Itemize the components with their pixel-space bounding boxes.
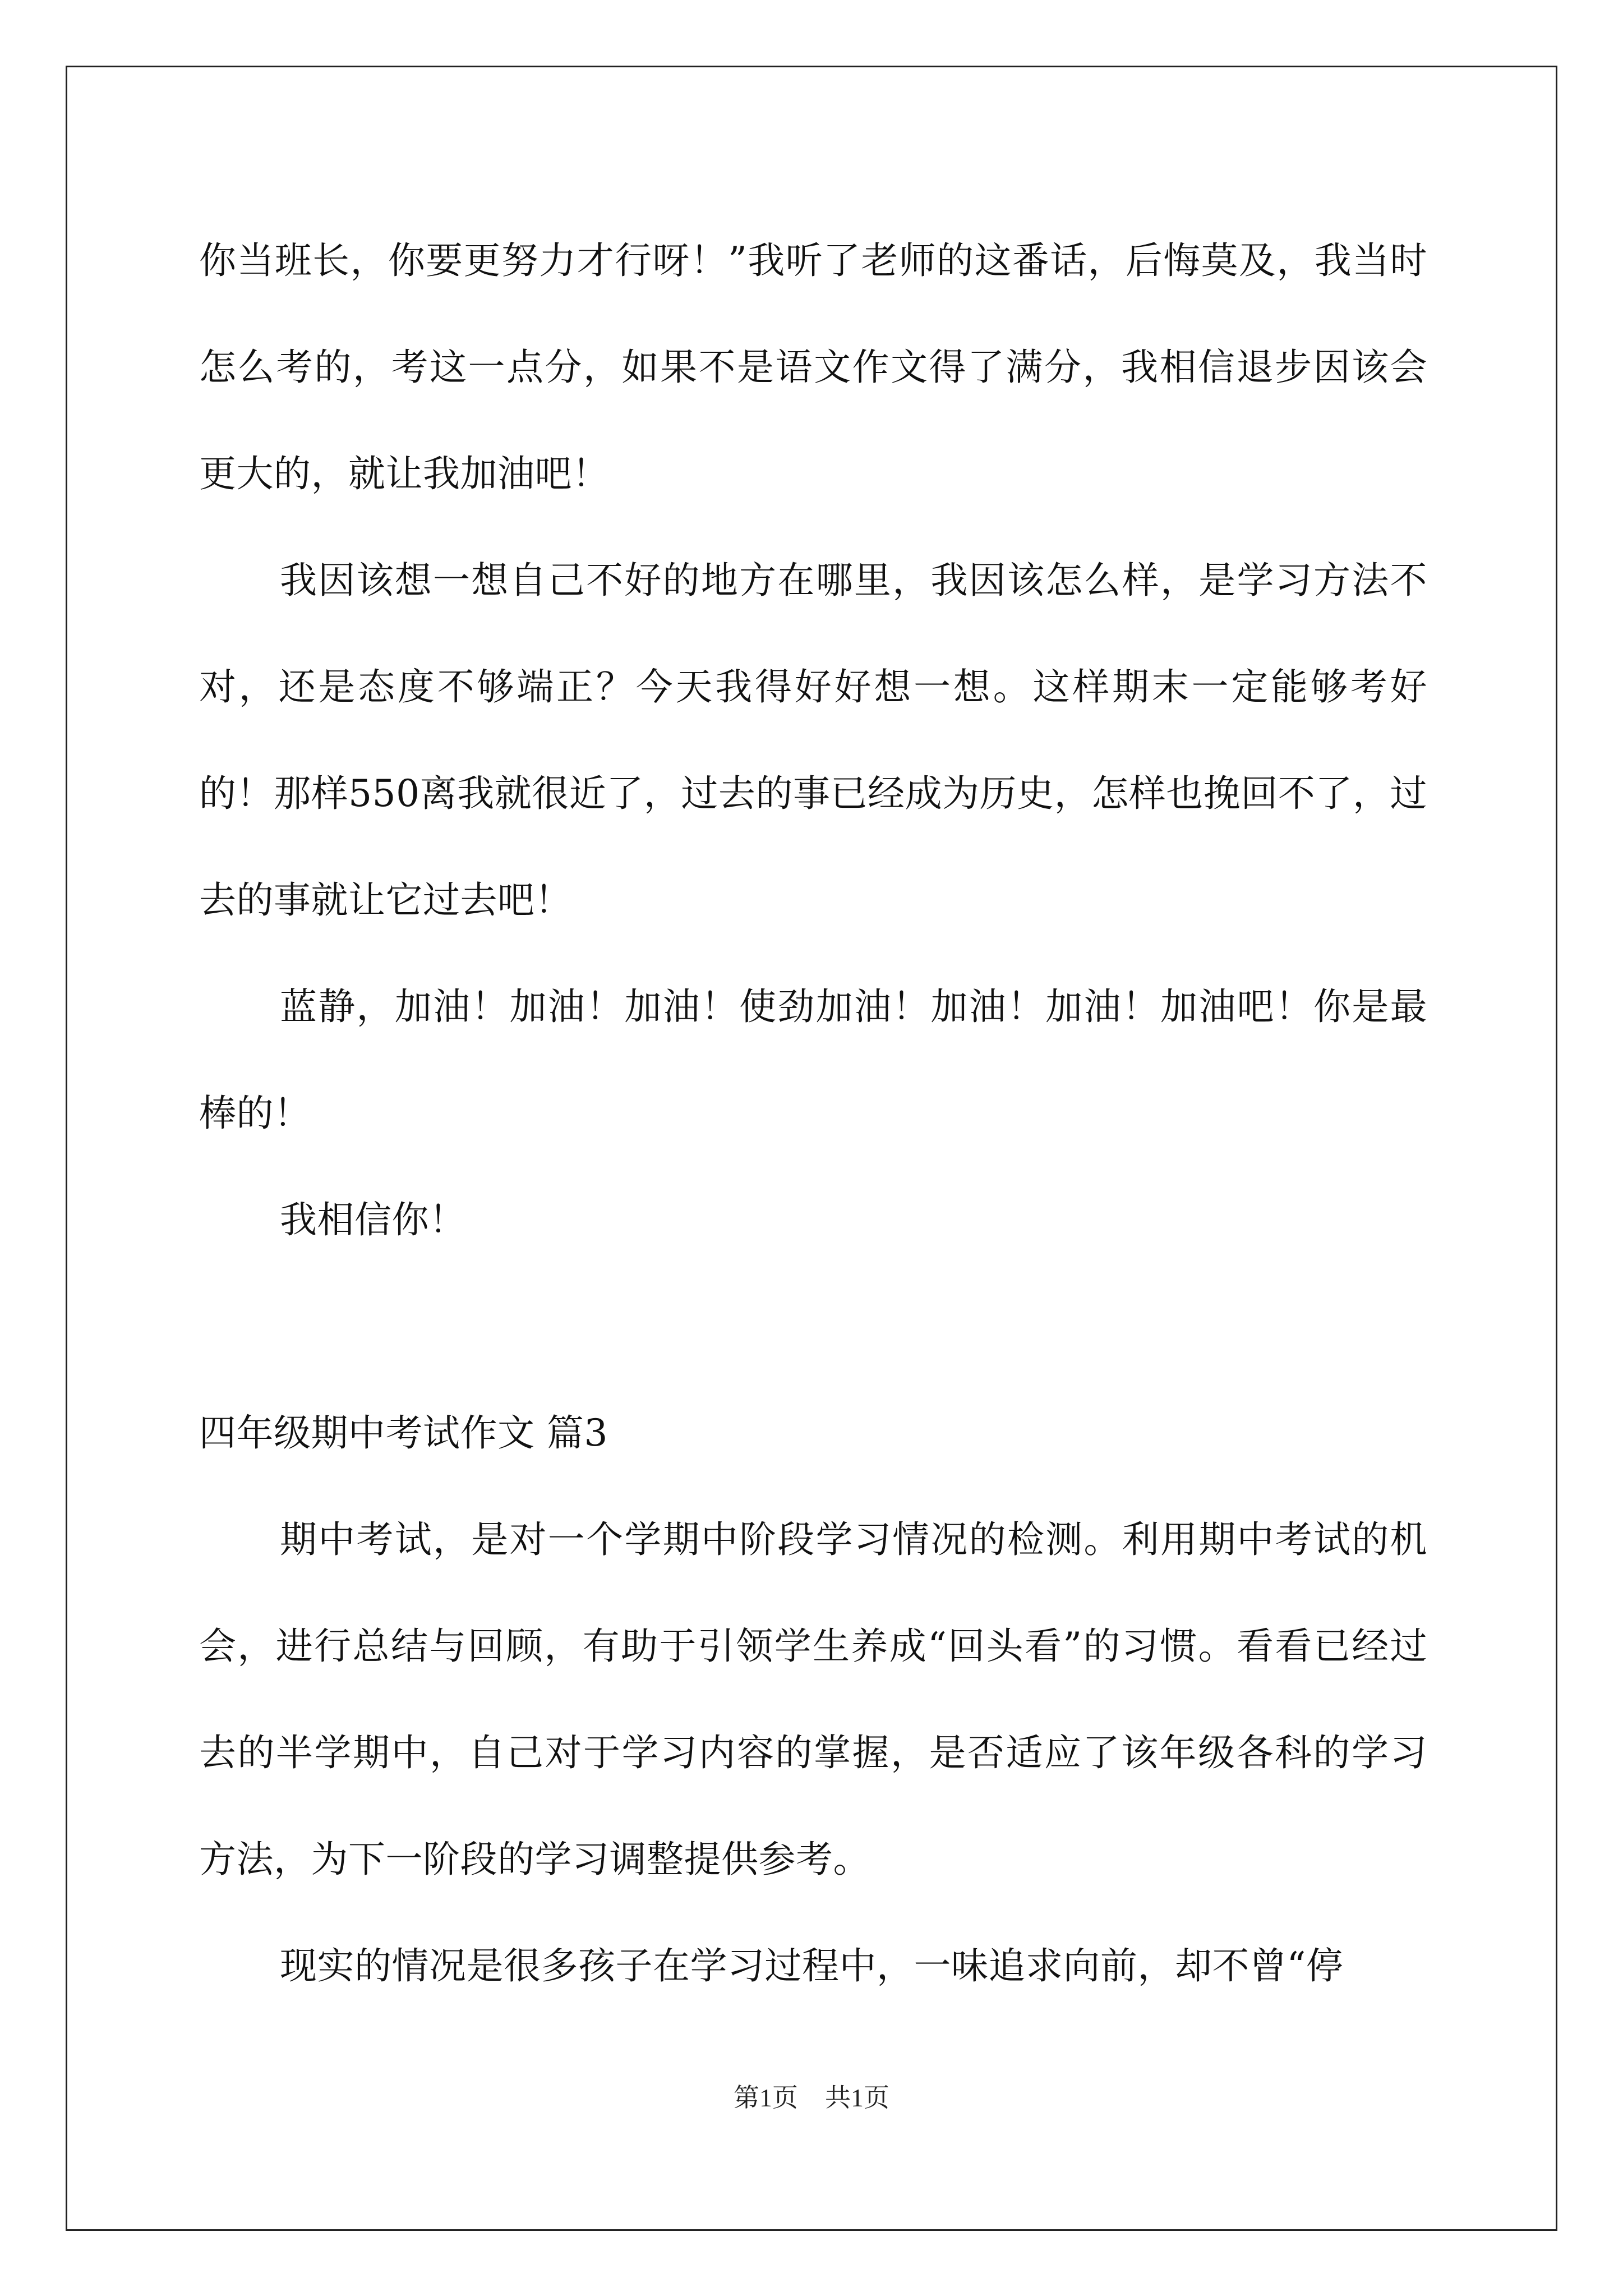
section-paragraph-1: 期中考试，是对一个学期中阶段学习情况的检测。利用期中考试的机会，进行总结与回顾，有助于引领学生养成“回头看”的习惯。看看已经过去的半学期中，自己对于学习内容的掌握，是否适应了该年级各科的学习方法，为下一阶段的学习调整提供参考。 bbox=[199, 1518, 1427, 1881]
section-heading: 四年级期中考试作文 篇3 bbox=[199, 1411, 608, 1455]
paragraph-4: 我相信你！ bbox=[280, 1198, 467, 1241]
page-footer bbox=[0, 2081, 1623, 2115]
section-paragraph-2: 现实的情况是很多孩子在学习过程中，一味追求向前，却不曾“停 bbox=[280, 1944, 1344, 1987]
paragraph-2: 我因该想一想自己不好的地方在哪里，我因该怎么样，是学习方法不对，还是态度不够端正？今天我得好好想一想。这样期末一定能够考好的！那样550离我就很近了，过去的事已经成为历史，怎样也挽回不了，过去的事就让它过去吧！ bbox=[199, 559, 1427, 922]
document-body bbox=[199, 208, 1427, 2019]
page-number: 第1页 bbox=[734, 2083, 798, 2112]
paragraph-1: 你当班长，你要更努力才行呀！”我听了老师的这番话，后悔莫及，我当时怎么考的，考这一点分，如果不是语文作文得了满分，我相信退步因该会更大的，就让我加油吧！ bbox=[199, 239, 1427, 495]
page-total: 共1页 bbox=[825, 2083, 889, 2112]
paragraph-3: 蓝静，加油！加油！加油！使劲加油！加油！加油！加油吧！你是最棒的！ bbox=[199, 985, 1427, 1135]
